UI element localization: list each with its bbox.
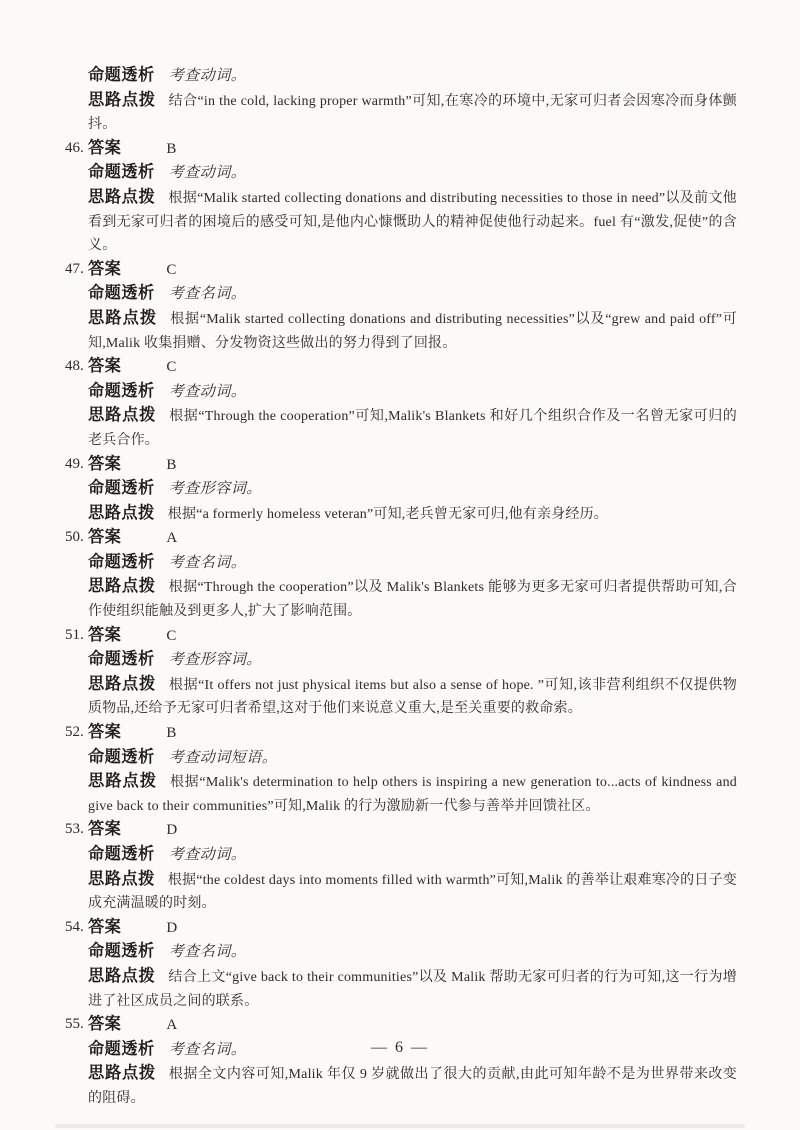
guidance-text: 根据“Through the cooperation”可知,Malik's Blankets 和好几个组织合作及一名曾无家可归的老兵合作。 — [88, 409, 737, 448]
guidance-text: 根据“Malik's determination to help others is inspiring a new generation to...acts of kindness and give back to their communities”可知,Malik 的行为激励新一代参与善举并回馈社区。 — [88, 775, 737, 814]
guidance-text: 根据“It offers not just physical items but also a sense of hope. ”可知,该非营利组织不仅提供物质物品,还给予无家可归者希望,这对于他们来说意义重大,是至关重要的救命索。 — [88, 677, 738, 717]
answer-line — [65, 624, 737, 649]
guidance-text: 根据“Malik started collecting donations and distributing necessities”以及“grew and paid off”可知,Malik 收集捐赠、分发物资这些做出的努力得到了回报。 — [88, 311, 738, 351]
answer-letter: C — [166, 627, 177, 644]
answer-line — [65, 355, 737, 380]
answer-label: 答案 — [88, 138, 122, 157]
page-number: — 6 — — [371, 1039, 429, 1056]
analysis-line — [88, 64, 737, 89]
analysis-text: 考查形容词。 — [168, 652, 262, 669]
answer-line — [65, 818, 737, 843]
answer-letter: A — [166, 1017, 178, 1034]
analysis-label: 命题透析 — [88, 1039, 155, 1058]
answer-line — [65, 721, 737, 746]
answer-item-53 — [65, 818, 737, 915]
guidance-label: 思路点拨 — [88, 1064, 156, 1083]
answer-label: 答案 — [88, 1015, 122, 1034]
answer-label: 答案 — [88, 723, 122, 742]
answer-line — [65, 137, 737, 162]
guidance-label: 思路点拨 — [88, 577, 156, 596]
answer-item-54 — [65, 916, 737, 1013]
guidance-paragraph — [88, 502, 737, 527]
guidance-text: 结合“in the cold, lacking proper warmth”可知,在寒冷的环境中,无家可归者会因寒冷而身体颤抖。 — [88, 93, 738, 133]
guidance-label: 思路点拨 — [88, 503, 155, 522]
answer-line — [65, 1013, 737, 1038]
answer-item-50 — [65, 526, 737, 623]
analysis-label: 命题透析 — [88, 552, 155, 571]
analysis-label: 命题透析 — [88, 163, 155, 182]
analysis-label: 命题透析 — [88, 650, 155, 669]
answer-item-45 — [65, 64, 737, 137]
answer-letter: A — [166, 530, 178, 547]
analysis-label: 命题透析 — [88, 284, 155, 303]
guidance-text: 根据全文内容可知,Malik 年仅 9 岁就做出了很大的贡献,由此可知年龄不是为世界带来改变的阻碍。 — [88, 1067, 738, 1106]
analysis-text: 考查动词。 — [168, 165, 247, 182]
answer-label: 答案 — [88, 917, 122, 936]
item-number: 48. — [65, 358, 84, 375]
guidance-label: 思路点拨 — [88, 674, 157, 693]
analysis-line — [88, 477, 737, 502]
guidance-paragraph — [88, 186, 737, 258]
guidance-paragraph — [88, 673, 737, 721]
analysis-label: 命题透析 — [88, 845, 155, 863]
analysis-label: 命题透析 — [88, 479, 155, 498]
guidance-label: 思路点拨 — [88, 772, 157, 791]
guidance-paragraph — [88, 89, 737, 137]
analysis-line — [88, 648, 737, 673]
analysis-text: 考查动词。 — [168, 383, 247, 400]
guidance-text: 根据“Through the cooperation”以及 Malik's Blankets 能够为更多无家可归者提供帮助可知,合作使组织能触及到更多人,扩大了影响范围。 — [88, 580, 737, 620]
analysis-line — [88, 843, 737, 868]
item-number: 52. — [65, 724, 84, 741]
answer-label: 答案 — [88, 259, 122, 278]
answer-label: 答案 — [88, 454, 122, 473]
guidance-label: 思路点拨 — [88, 869, 155, 888]
answer-label: 答案 — [88, 625, 122, 644]
analysis-line — [88, 746, 737, 771]
analysis-line — [88, 161, 737, 186]
analysis-label: 命题透析 — [88, 66, 155, 84]
guidance-paragraph — [88, 1062, 737, 1110]
answer-line — [65, 526, 737, 551]
answer-item-47 — [65, 258, 737, 355]
item-number: 49. — [65, 455, 84, 472]
analysis-text: 考查名词。 — [168, 554, 247, 571]
guidance-label: 思路点拨 — [88, 406, 157, 425]
item-number: 47. — [65, 260, 84, 277]
answer-letter: B — [166, 456, 177, 473]
answer-item-49 — [65, 453, 737, 527]
guidance-text: 根据“Malik started collecting donations and distributing necessities to those in need”以及前文他看到无家可归者的困境后的感受可知,是他内心慷慨助人的精神促使他行动起来。fuel 有“激发,促使”的含义。 — [88, 190, 738, 254]
item-number: 50. — [65, 529, 84, 546]
answer-letter: B — [166, 725, 177, 742]
analysis-text: 考查动词。 — [168, 68, 247, 84]
guidance-paragraph — [88, 575, 737, 623]
analysis-text: 考查名词。 — [168, 944, 247, 961]
analysis-text: 考查动词。 — [168, 847, 247, 863]
answer-letter: C — [166, 359, 177, 376]
answer-label: 答案 — [88, 357, 122, 376]
answer-letter: C — [166, 261, 177, 278]
guidance-label: 思路点拨 — [88, 966, 156, 985]
answer-key-content — [65, 64, 737, 1111]
analysis-line — [88, 551, 737, 576]
analysis-label: 命题透析 — [88, 381, 155, 400]
item-number: 54. — [65, 918, 84, 935]
item-number: 53. — [65, 821, 84, 838]
analysis-text: 考查形容词。 — [168, 481, 262, 498]
answer-item-48 — [65, 355, 737, 452]
analysis-text: 考查动词短语。 — [168, 749, 278, 766]
answer-label: 答案 — [88, 528, 122, 547]
guidance-label: 思路点拨 — [88, 308, 158, 327]
guidance-paragraph — [88, 770, 737, 818]
analysis-text: 考查名词。 — [168, 1041, 247, 1058]
analysis-line — [88, 940, 737, 965]
answer-item-55 — [65, 1013, 737, 1110]
answer-letter: B — [166, 140, 177, 157]
analysis-text: 考查名词。 — [168, 286, 247, 303]
analysis-line — [88, 282, 737, 307]
guidance-label: 思路点拨 — [88, 187, 156, 206]
guidance-text: 根据“a formerly homeless veteran”可知,老兵曾无家可归,他有亲身经历。 — [167, 506, 608, 522]
guidance-paragraph — [88, 868, 737, 916]
guidance-paragraph — [88, 965, 737, 1013]
answer-label: 答案 — [88, 820, 122, 839]
analysis-label: 命题透析 — [88, 942, 155, 961]
guidance-label: 思路点拨 — [88, 90, 156, 109]
guidance-text: 结合上文“give back to their communities”以及 Malik 帮助无家可归者的行为可知,这一行为增进了社区成员之间的联系。 — [88, 969, 737, 1009]
analysis-label: 命题透析 — [88, 747, 155, 766]
answer-letter: D — [166, 822, 178, 839]
guidance-paragraph — [88, 404, 737, 452]
answer-item-51 — [65, 624, 737, 721]
answer-item-52 — [65, 721, 737, 818]
analysis-line — [88, 380, 737, 405]
answer-letter: D — [166, 919, 178, 936]
item-number: 51. — [65, 626, 84, 643]
answer-line — [65, 916, 737, 941]
item-number: 55. — [65, 1016, 84, 1033]
answer-line — [65, 258, 737, 283]
answer-item-46 — [65, 137, 737, 258]
guidance-text: 根据“the coldest days into moments filled with warmth”可知,Malik 的善举让艰难寒冷的日子变成充满温暖的时刻。 — [88, 872, 737, 912]
page-bottom-shadow — [55, 1124, 745, 1128]
item-number: 46. — [65, 139, 84, 156]
answer-line — [65, 453, 737, 478]
guidance-paragraph — [88, 307, 737, 355]
